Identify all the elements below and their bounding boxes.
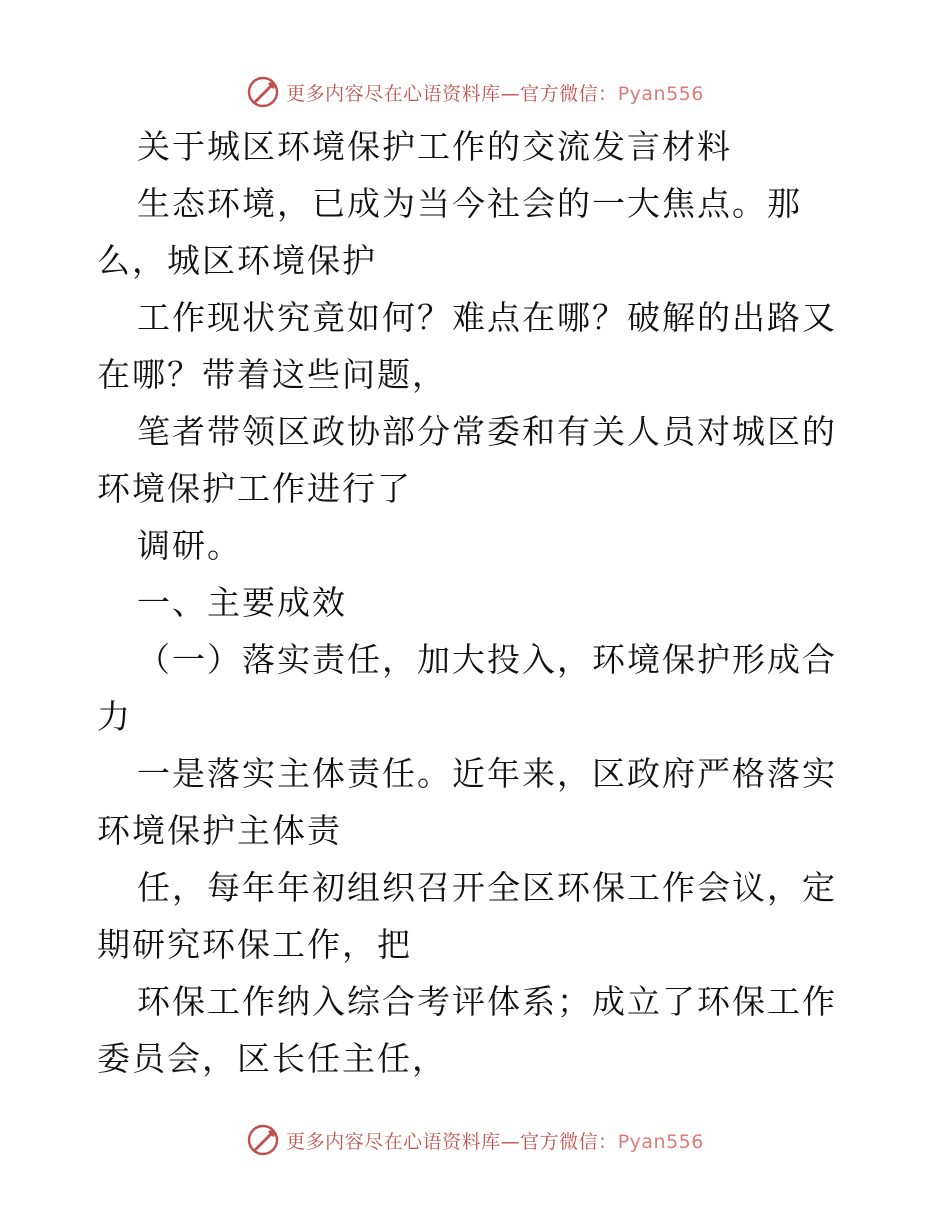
paragraph: 笔者带领区政协部分常委和有关人员对城区的环境保护工作进行了 <box>97 412 837 508</box>
banner-account-id: Pyan556 <box>617 82 704 105</box>
paragraph: 环保工作纳入综合考评体系；成立了环保工作委员会，区长任主任， <box>97 982 837 1078</box>
paragraph: 任，每年年初组织召开全区环保工作会议，定期研究环保工作，把 <box>97 868 837 964</box>
banner-text <box>286 79 704 106</box>
banner-brand-text: 更多内容尽在心语资料库 <box>286 82 501 105</box>
document-title: 关于城区环境保护工作的交流发言材料 <box>137 127 732 166</box>
document-body <box>97 118 857 1087</box>
paragraph: 工作现状究竟如何？难点在哪？破解的出路又在哪？带着这些问题， <box>97 298 837 394</box>
subsection-heading: （一）落实责任，加大投入，环境保护形成合力 <box>97 640 837 736</box>
paragraph: 一是落实主体责任。近年来，区政府严格落实环境保护主体责 <box>97 754 837 850</box>
header-banner <box>0 72 950 112</box>
section-heading: 一、主要成效 <box>137 583 347 622</box>
banner-separator: — <box>500 1130 521 1153</box>
quill-logo-icon <box>246 1123 280 1157</box>
banner-account-id: Pyan556 <box>617 1130 704 1153</box>
banner-separator: — <box>500 82 521 105</box>
paragraph: 生态环境，已成为当今社会的一大焦点。那么，城区环境保护 <box>97 184 802 280</box>
banner-account-label: 官方微信： <box>520 1130 618 1153</box>
banner-text <box>286 1127 704 1154</box>
quill-logo-icon <box>246 75 280 109</box>
paragraph: 调研。 <box>137 526 242 565</box>
banner-account-label: 官方微信： <box>520 82 618 105</box>
banner-brand-text: 更多内容尽在心语资料库 <box>286 1130 501 1153</box>
footer-banner <box>0 1120 950 1160</box>
